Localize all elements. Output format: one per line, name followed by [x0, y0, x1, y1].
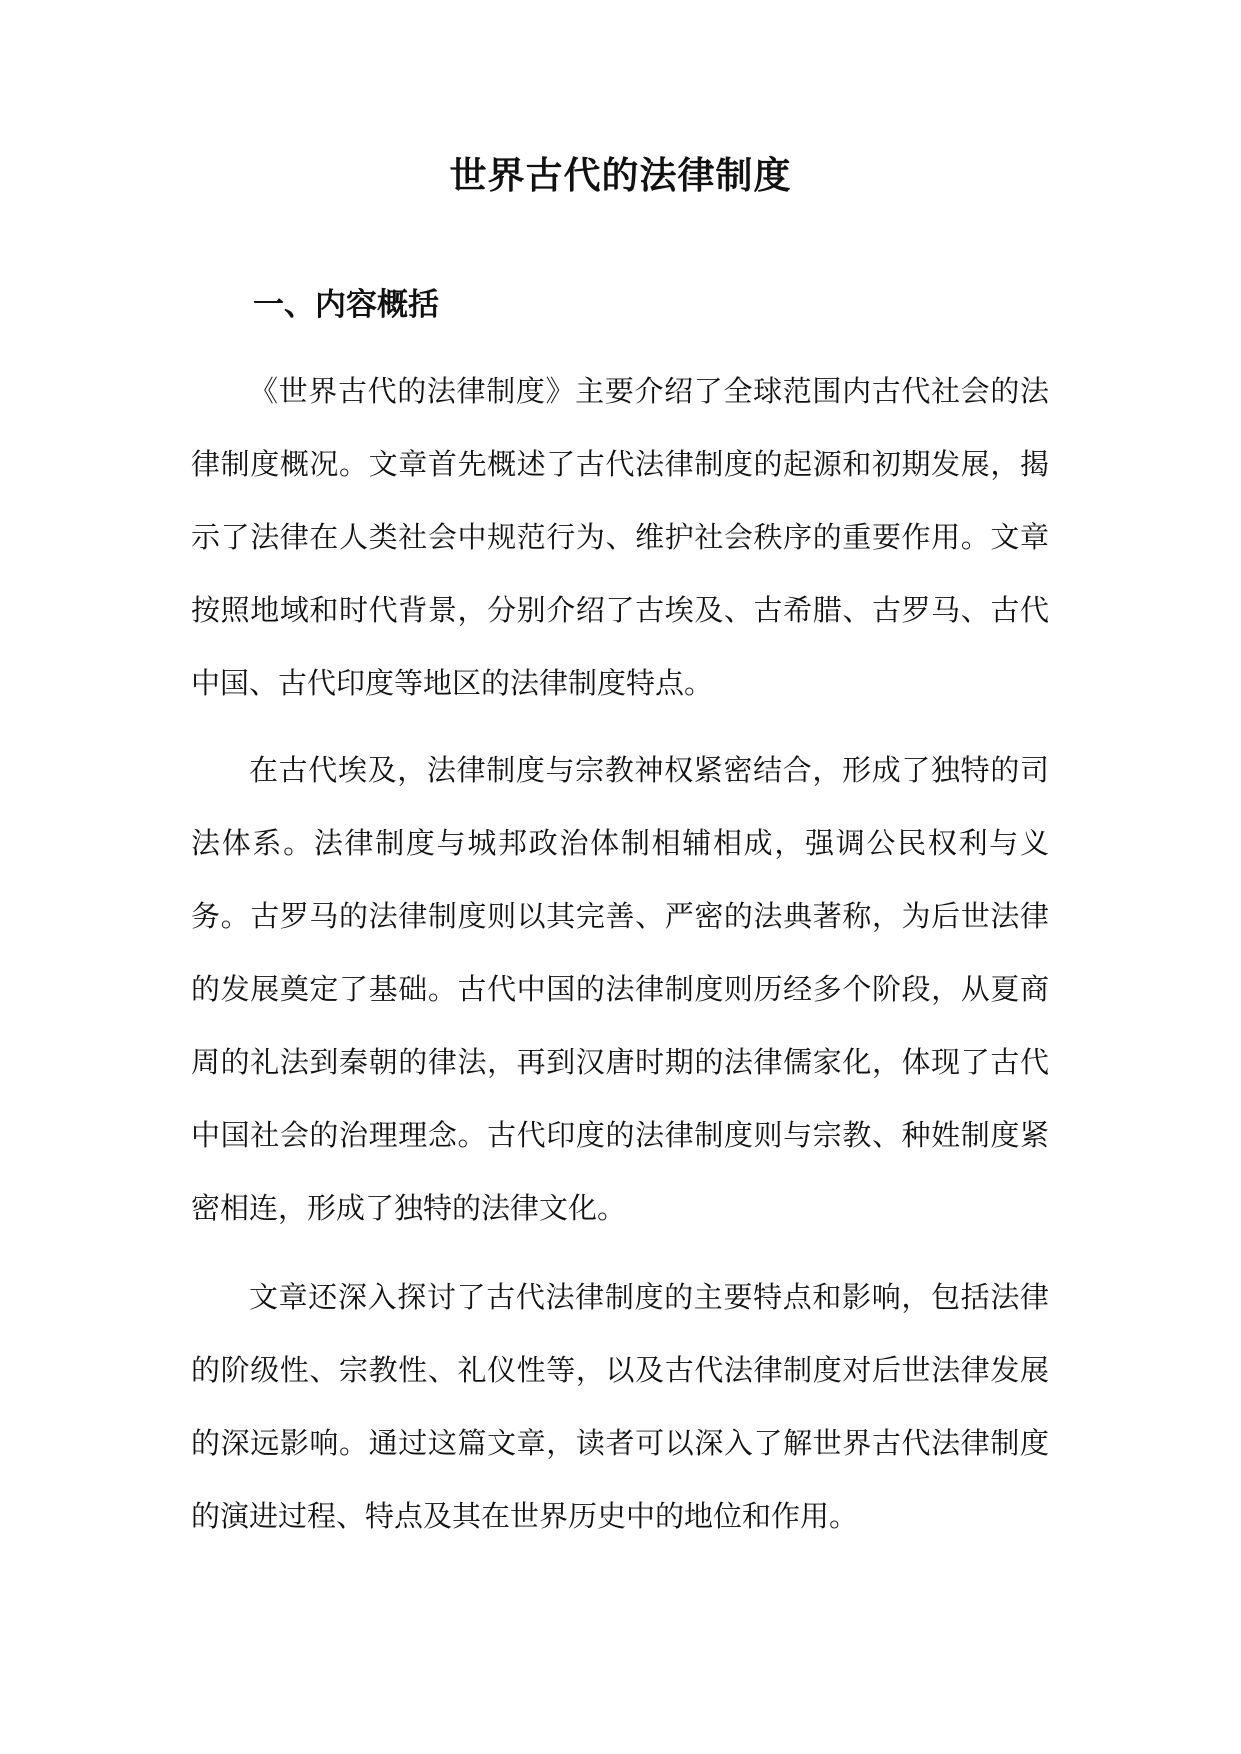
section-heading: 一、内容概括	[253, 287, 439, 323]
paragraph-regions: 在古代埃及，法律制度与宗教神权紧密结合，形成了独特的司法体系。法律制度与城邦政治体制相辅相成，强调公民权利与义务。古罗马的法律制度则以其完善、严密的法典著称，为后世法律的发展奠定了基础。古代中国的法律制度则历经多个阶段，从夏商周的礼法到秦朝的律法，再到汉唐时期的法律儒家化，体现了古代中国社会的治理理念。古代印度的法律制度则与宗教、种姓制度紧密相连，形成了独特的法律文化。	[191, 753, 1049, 1225]
paragraph-overview: 《世界古代的法律制度》主要介绍了全球范围内古代社会的法律制度概况。文章首先概述了古代法律制度的起源和初期发展，揭示了法律在人类社会中规范行为、维护社会秩序的重要作用。文章按照地域和时代背景，分别介绍了古埃及、古希腊、古罗马、古代中国、古代印度等地区的法律制度特点。	[191, 374, 1049, 700]
paragraph-influence: 文章还深入探讨了古代法律制度的主要特点和影响，包括法律的阶级性、宗教性、礼仪性等，以及古代法律制度对后世法律发展的深远影响。通过这篇文章，读者可以深入了解世界古代法律制度的演进过程、特点及其在世界历史中的地位和作用。	[191, 1280, 1049, 1533]
document-title: 世界古代的法律制度	[449, 153, 792, 197]
